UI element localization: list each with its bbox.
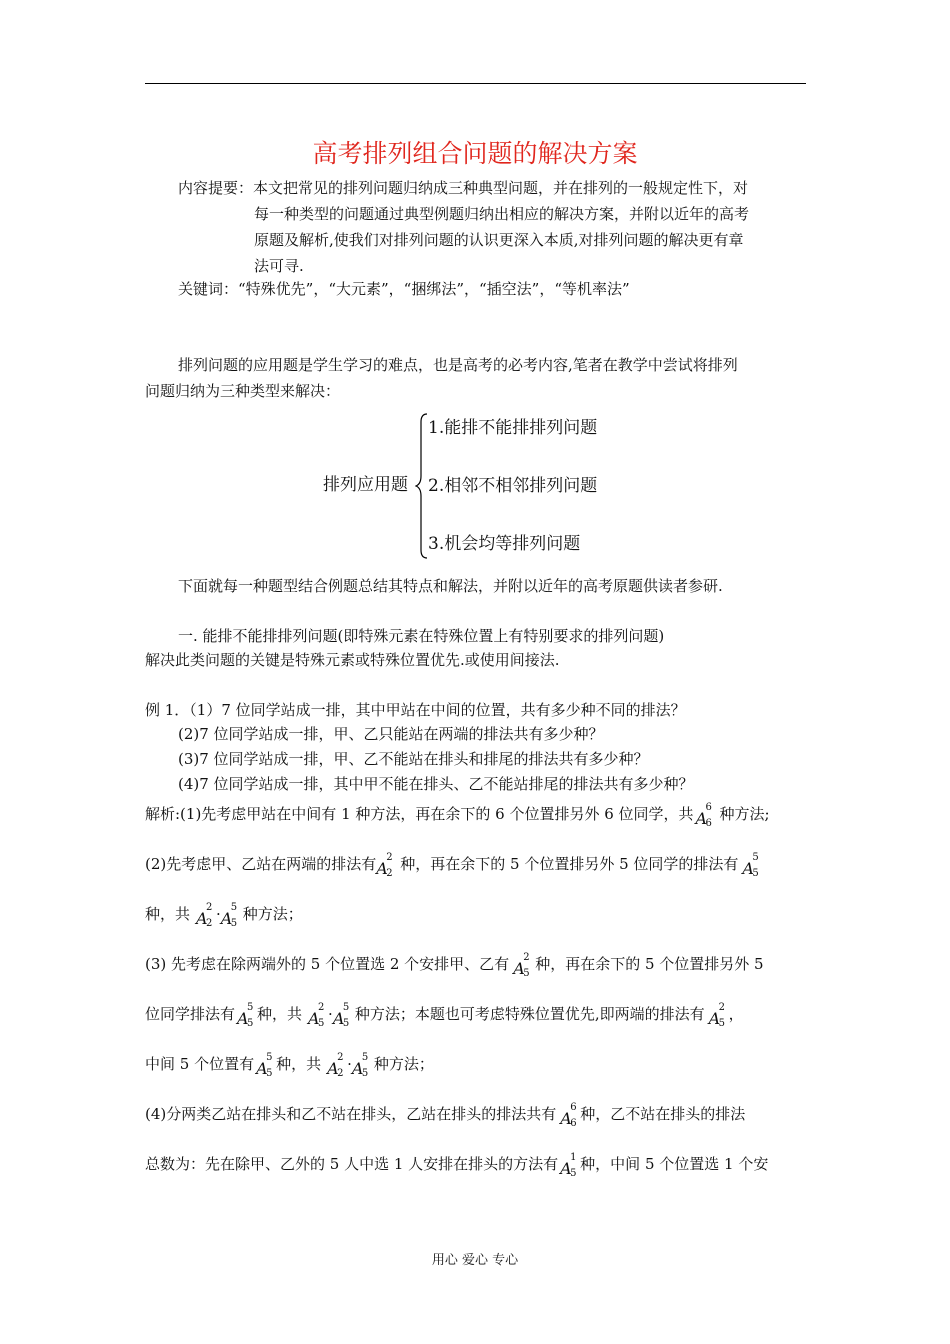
brace-item-3: 3.机会均等排列问题 — [428, 534, 581, 554]
section-1-key: 解决此类问题的关键是特殊元素或特殊位置优先.或使用间接法. — [145, 651, 560, 669]
solution-3-text-h: 种，共 — [276, 1055, 322, 1073]
solution-4-text-b: 种，乙不站在排头的排法 — [580, 1105, 746, 1123]
brace-item-2: 2.相邻不相邻排列问题 — [428, 476, 598, 496]
abstract-line-3: 原题及解析,使我们对排列问题的认识更深入本质,对排列问题的解决更有章 — [254, 231, 744, 249]
multiply-dot: · — [216, 905, 221, 923]
multiply-dot: · — [328, 1005, 333, 1023]
example-1-q2: (2)7 位同学站成一排，甲、乙只能站在两端的排法共有多少种？ — [178, 725, 604, 743]
abstract-line-4: 法可寻. — [254, 257, 304, 275]
perm-A-5-5: A 5 5 — [351, 1052, 369, 1079]
perm-A-5-1: A 1 5 — [560, 1152, 577, 1179]
perm-A-2-2: A 2 2 — [376, 852, 393, 879]
abstract-line-2: 每一种类型的问题通过典型例题归纳出相应的解决方案，并附以近年的高考 — [254, 205, 750, 223]
solution-4-text-c: 总数为：先在除甲、乙外的 5 人中选 1 人安排在排头的方法有 — [145, 1155, 559, 1173]
solution-1 — [145, 803, 770, 827]
example-1-q3: (3)7 位同学站成一排，甲、乙不能站在排头和排尾的排法共有多少种？ — [178, 750, 649, 768]
perm-A-5-5: A 5 5 — [220, 902, 238, 929]
perm-A-6-6: A 6 6 — [695, 802, 712, 829]
example-1-q4: (4)7 位同学站成一排，其中甲不能在排头、乙不能站排尾的排法共有多少种？ — [178, 775, 694, 793]
abstract-line-1: 内容提要：本文把常见的排列问题归纳成三种典型问题，并在排列的一般规定性下，对 — [178, 179, 749, 197]
brace-item-1: 1.能排不能排排列问题 — [428, 418, 598, 438]
solution-3-text-i: 种方法； — [373, 1055, 434, 1073]
solution-3-text-a: (3) 先考虑在除两端外的 5 个位置选 2 个安排甲、乙有 — [145, 955, 510, 973]
solution-2-text-c: 种，共 — [145, 905, 191, 923]
section-1-heading: 一. 能排不能排排列问题(即特殊元素在特殊位置上有特别要求的排列问题) — [178, 627, 665, 645]
intro-line-2: 问题归纳为三种类型来解决： — [145, 382, 341, 400]
perm-A-6-6: A 6 6 — [560, 1102, 577, 1129]
solution-2-text-b: 种，再在余下的 5 个位置排另外 5 位同学的排法有 — [400, 855, 739, 873]
intro-line-1: 排列问题的应用题是学生学习的难点，也是高考的必考内容,笔者在教学中尝试将排列 — [178, 356, 738, 374]
solution-2-text-a: (2)先考虑甲、乙站在两端的排法有 — [145, 855, 377, 873]
brace-label: 排列应用题 — [323, 475, 408, 495]
header-rule — [145, 83, 806, 84]
perm-A-5-5: A 5 5 — [256, 1052, 273, 1079]
perm-A-2-2: A 2 2 — [327, 1052, 344, 1079]
solution-3-text-d: 种，共 — [257, 1005, 303, 1023]
solution-3-text-b: 种，再在余下的 5 个位置排另外 5 — [535, 955, 764, 973]
solution-4-text-d: 种，中间 5 个位置选 1 个安 — [580, 1155, 769, 1173]
perm-A-5-2: A 2 5 — [708, 1002, 725, 1029]
solution-3-text-c: 位同学排法有 — [145, 1005, 236, 1023]
page-footer: 用心 爱心 专心 — [431, 1253, 519, 1268]
solution-1-end: 种方法; — [719, 805, 770, 823]
solution-2-text-d: 种方法； — [242, 905, 303, 923]
solution-1-text: 解析:(1)先考虑甲站在中间有 1 种方法，再在余下的 6 个位置排另外 6 位同学，共 — [145, 805, 694, 823]
solution-3-text-g: 中间 5 个位置有 — [145, 1055, 255, 1073]
page-title: 高考排列组合问题的解决方案 — [312, 139, 638, 168]
solution-2 — [145, 853, 762, 877]
perm-A-5-5: A 5 5 — [742, 852, 759, 879]
solution-4 — [145, 1103, 745, 1127]
solution-3 — [145, 953, 764, 977]
solution-2-cont — [145, 903, 303, 927]
multiply-dot: · — [347, 1055, 352, 1073]
example-1-q1: 例 1．（1）7 位同学站成一排，其中甲站在中间的位置，共有多少种不同的排法？ — [145, 701, 686, 719]
solution-3-cont-2 — [145, 1053, 434, 1077]
solution-3-text-f: ， — [728, 1005, 744, 1023]
transition-text: 下面就每一种题型结合例题总结其特点和解法，并附以近年的高考原题供读者参研. — [178, 577, 723, 595]
solution-3-text-e: 种方法；本题也可考虑特殊位置优先,即两端的排法有 — [354, 1005, 705, 1023]
perm-A-5-5: A 5 5 — [237, 1002, 254, 1029]
solution-4-text-a: (4)分两类乙站在排头和乙不站在排头，乙站在排头的排法共有 — [145, 1105, 557, 1123]
perm-A-5-5: A 5 5 — [332, 1002, 350, 1029]
keywords: 关键词：“特殊优先”，“大元素”，“捆绑法”，“插空法”，“等机率法” — [178, 280, 630, 298]
perm-A-5-2: A 2 5 — [308, 1002, 325, 1029]
perm-A-5-2: A 2 5 — [513, 952, 530, 979]
perm-A-2-2: A 2 2 — [196, 902, 213, 929]
curly-brace-icon — [415, 412, 429, 560]
solution-3-cont — [145, 1003, 744, 1027]
solution-4-cont — [145, 1153, 768, 1177]
